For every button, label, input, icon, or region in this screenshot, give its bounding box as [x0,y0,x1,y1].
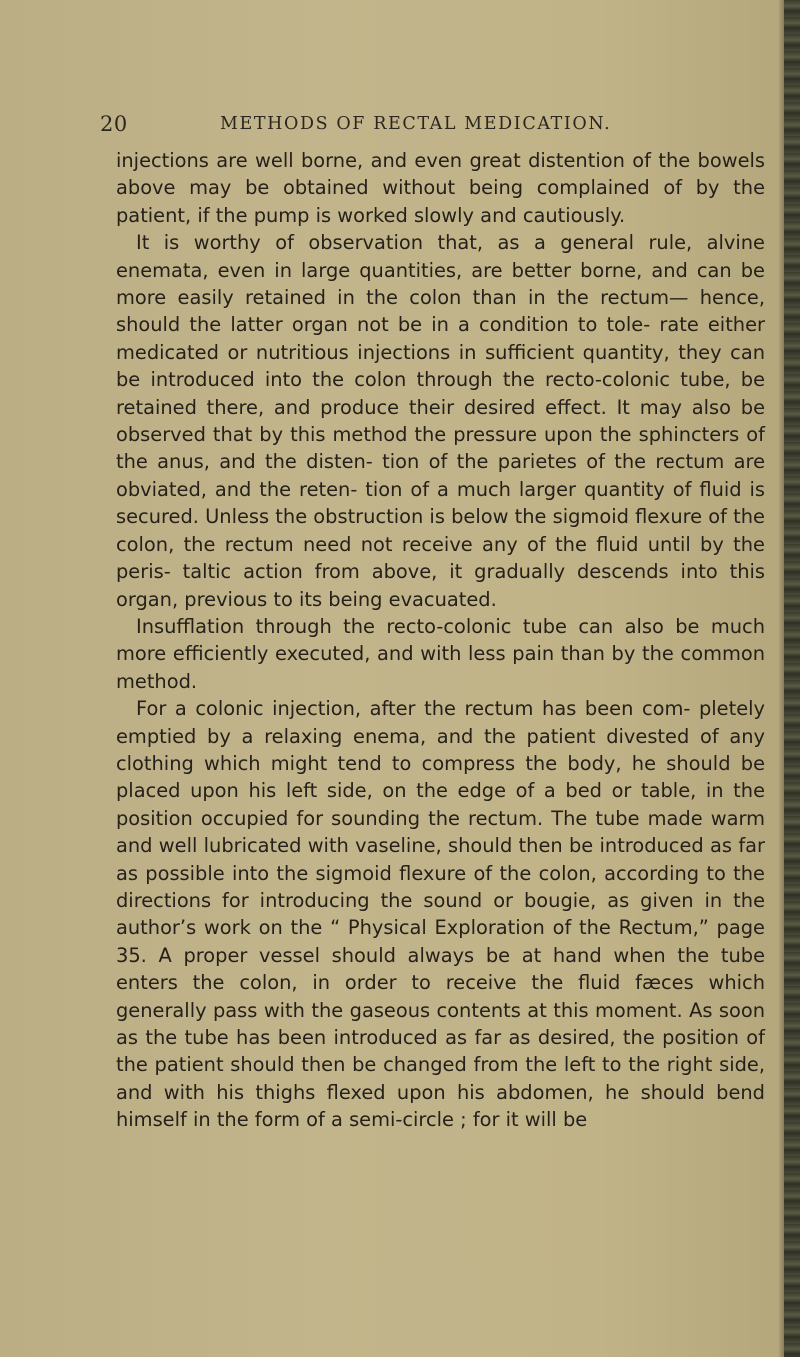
paragraph: Insufflation through the recto-colonic tube can also be much more efficiently executed, and with less pain than by the common method. [116,614,765,693]
page-edge [784,0,800,1357]
paragraph: injections are well borne, and even great distention of the bowels above may be obtained without being complained of by the patient, if the pump is worked slowly and cautiously. [116,149,765,227]
running-head: METHODS OF RECTAL MEDICATION. [220,114,612,134]
paragraph: It is worthy of observation that, as a general rule, alvine enemata, even in large quantities, are better borne, and can be more easily retained in the colon than in the rectum— hence, should the latter organ not be in a condition to tole- rate either medicated or nutritious injections in sufficient quantity, they can be introduced into the colon through the recto-colonic tube, be retained there, and produce their desired effect. It may also be observed that by this method the pressure upon the sphincters of the anus, and the disten- tion of the parietes of the rectum are obviated, and the reten- tion of a much larger quantity of fluid is secured. Unless the obstruction is below the sigmoid flexure of the colon, the rectum need not receive any of the fluid until by the peris- taltic action from above, it gradually descends into this organ, previous to its being evacuated. [116,231,765,611]
page-header [0,110,800,144]
page-number: 20 [100,112,128,136]
paragraph: For a colonic injection, after the rectum has been com- pletely emptied by a relaxing enema, and the patient divested of any clothing which might tend to compress the body, he should be placed upon his left side, on the edge of a bed or table, in the position occupied for sounding the rectum. The tube made warm and well lubricated with vaseline, should then be introduced as far as possible into the sigmoid flexure of the colon, according to the directions for introducing the sound or bougie, as given in the author’s work on the “ Physical Exploration of the Rectum,” page 35. A proper vessel should always be at hand when the tube enters the colon, in order to receive the fluid fæces which generally pass with the gaseous contents at this moment. As soon as the tube has been introduced as far as desired, the position of the patient should then be changed from the left to the right side, and with his thighs flexed upon his abdomen, he should bend himself in the form of a semi-circle ; for it will be [116,697,765,1132]
body-text [116,147,765,1134]
